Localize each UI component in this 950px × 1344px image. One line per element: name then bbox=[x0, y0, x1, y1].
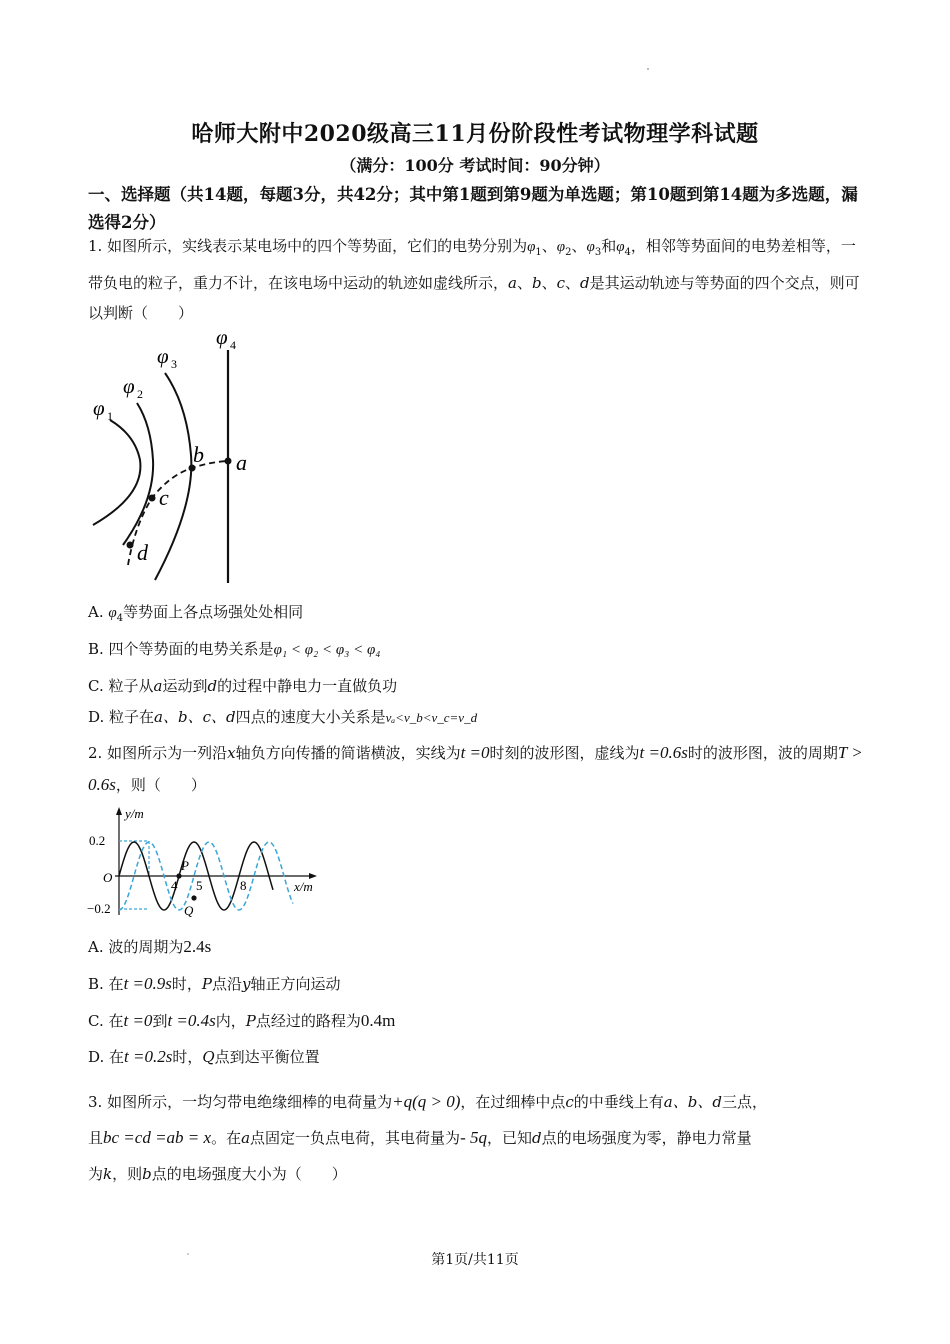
q2-option-c[interactable]: C. 在t =0到t =0.4s内，P点经过的路程为0.4m bbox=[88, 1011, 396, 1030]
wave-figure bbox=[85, 805, 325, 923]
tick-y-pos: 0.2 bbox=[89, 833, 106, 848]
question-2-text: 2. 如图所示为一列沿x轴负方向传播的简谐横波，实线为t =0时刻的波形图，虚线为t =0.6s时的波形图，波的周期T > 0.6s，则（ ） bbox=[88, 743, 863, 794]
q2-option-d[interactable]: D. 在t =0.2s时，Q点到达平衡位置 bbox=[88, 1047, 320, 1066]
q1-option-a[interactable]: A. $\varphi_4$等势面上各点场强处处相同 bbox=[88, 603, 304, 624]
label-phi4-sub: 4 bbox=[230, 338, 236, 352]
label-d: d bbox=[137, 540, 148, 565]
question-1-text: 1. 如图所示，实线表示某电场中的四个等势面，它们的电势分别为$\varphi_1$、$\varphi_2$、$\varphi_3$和$\varphi_4$，相邻等势面间的电势差相等，一带负电的粒子，重力不计，在该电场中运动的轨迹如虚线所示，a、b、c、d是其运动轨迹与等势面的四个交点，则可以判断（ ） bbox=[88, 237, 860, 322]
equipotential-figure bbox=[85, 325, 265, 590]
label-p: P bbox=[181, 858, 189, 873]
y-axis-label: y/m bbox=[125, 806, 144, 821]
tick-x-8: 8 bbox=[240, 878, 247, 893]
point-c-dot bbox=[149, 495, 156, 502]
scan-mark bbox=[647, 68, 649, 70]
label-q: Q bbox=[184, 903, 194, 918]
tick-x-5: 5 bbox=[196, 878, 203, 893]
label-phi3-sub: 3 bbox=[171, 357, 177, 371]
label-phi2-sub: 2 bbox=[137, 387, 143, 401]
q2-option-b[interactable]: B. 在t =0.9s时，P点沿y轴正方向运动 bbox=[88, 974, 341, 993]
label-c: c bbox=[159, 485, 169, 510]
q1-option-b[interactable]: B. 四个等势面的电势关系是φ₁ < φ₂ < φ₃ < φ₄ bbox=[88, 640, 381, 658]
q1-option-d[interactable]: D. 粒子在a、b、c、d四点的速度大小关系是vₐ<v_b<v_c=v_d bbox=[88, 708, 478, 726]
tick-x-4: 4 bbox=[171, 878, 178, 893]
section-header: 一、选择题（共14题，每题3分，共42分；其中第1题到第9题为单选题；第10题到第14题为多选题，漏选得2分） bbox=[88, 185, 858, 232]
equipotential-line-1 bbox=[93, 420, 140, 525]
label-phi3: φ bbox=[157, 344, 169, 368]
q1-option-c[interactable]: C. 粒子从a运动到d的过程中静电力一直做负功 bbox=[88, 677, 398, 695]
point-q-dot bbox=[191, 895, 196, 900]
y-axis-arrow bbox=[116, 807, 122, 815]
label-phi2: φ bbox=[123, 374, 135, 398]
origin-label: O bbox=[103, 870, 113, 885]
point-d-dot bbox=[127, 542, 134, 549]
label-b: b bbox=[193, 442, 204, 467]
label-phi4: φ bbox=[216, 325, 228, 349]
page-footer: 第1页/共11页 bbox=[431, 1252, 519, 1268]
page-subtitle: （满分：100分 考试时间：90分钟） bbox=[340, 156, 610, 175]
label-a: a bbox=[236, 450, 247, 475]
question-3-text: 3. 如图所示，一均匀带电绝缘细棒的电荷量为+q(q > 0)，在过细棒中点c的中垂线上有a、b、d三点， 且bc =cd =ab = x。在a点固定一负点电荷，其电荷量为- 5q，已知d点的电场强度为零，静电力常量 为k，则b点的电场强度大小为（ ） bbox=[88, 1092, 767, 1183]
label-phi1: φ bbox=[93, 396, 105, 420]
label-phi1-sub: 1 bbox=[107, 409, 113, 423]
q2-option-a[interactable]: A. 波的周期为2.4s bbox=[88, 937, 212, 956]
page-title: 哈师大附中2020级高三11月份阶段性考试物理学科试题 bbox=[191, 121, 759, 147]
point-a-dot bbox=[225, 458, 232, 465]
x-axis-label: x/m bbox=[294, 879, 313, 894]
tick-y-neg: −0.2 bbox=[87, 901, 111, 916]
equipotential-line-2 bbox=[123, 403, 153, 545]
